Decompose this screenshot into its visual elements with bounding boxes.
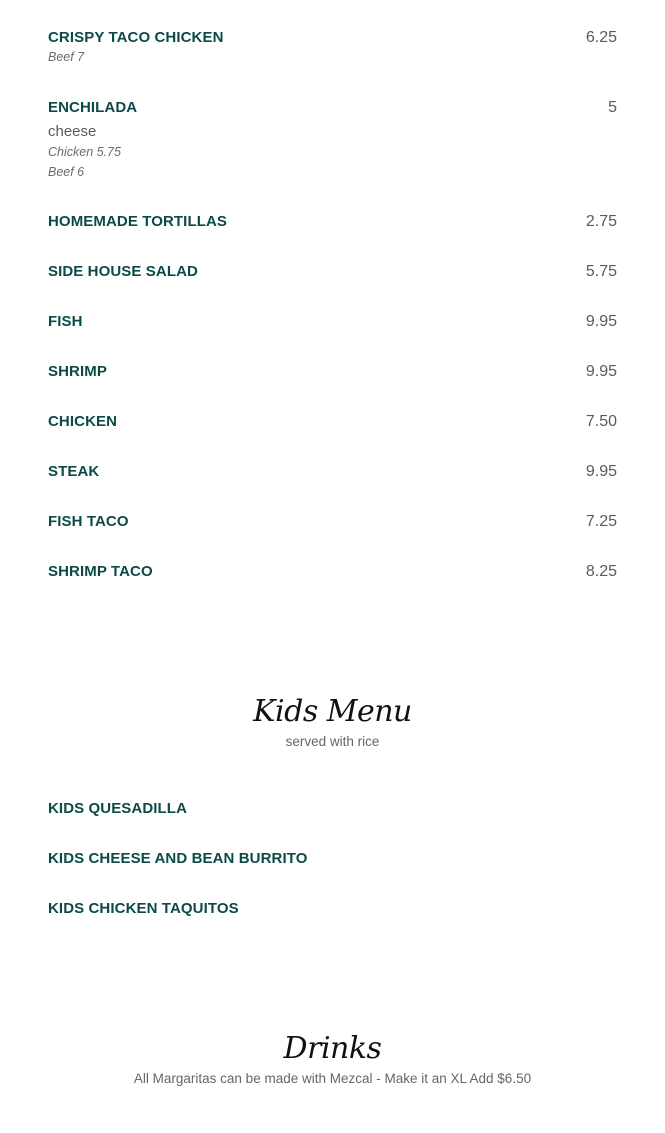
item-price: 9.95 (585, 363, 617, 380)
menu-item-chicken (48, 413, 617, 431)
item-option: Beef 7 (48, 50, 85, 64)
item-price: 8.25 (585, 563, 617, 580)
item-price: 9.95 (585, 313, 617, 330)
menu-item-steak (48, 463, 617, 481)
drinks-title: Drinks (283, 1031, 382, 1066)
menu-item-kids-quesadilla (48, 800, 617, 817)
menu-item-shrimp (48, 363, 617, 381)
item-price: 7.25 (585, 513, 617, 530)
drinks-subtitle: All Margaritas can be made with Mezcal - Make it an XL Add $6.50 (133, 1071, 532, 1086)
item-name: FISH (48, 313, 83, 330)
item-name: CHICKEN (48, 413, 118, 430)
menu-item-kids-cheese-and-bean-burrito (48, 850, 617, 867)
item-name: SHRIMP TACO (48, 563, 153, 580)
item-price: 2.75 (585, 213, 617, 230)
item-name: HOMEMADE TORTILLAS (48, 213, 228, 230)
item-description: cheese (48, 123, 97, 140)
menu-item-homemade-tortillas (48, 213, 617, 231)
menu-item-kids-chicken-taquitos (48, 900, 617, 917)
menu-item-fish-taco (48, 513, 617, 531)
kids-menu-subtitle: served with rice (285, 734, 380, 749)
item-name: FISH TACO (48, 513, 129, 530)
item-price: 7.50 (585, 413, 617, 430)
item-name: ENCHILADA (48, 99, 138, 116)
menu-item-fish (48, 313, 617, 331)
item-name: SIDE HOUSE SALAD (48, 263, 198, 280)
item-name: SHRIMP (48, 363, 107, 380)
kids-menu-title: Kids Menu (253, 694, 412, 729)
item-option: Chicken 5.75 (48, 145, 121, 159)
item-name: KIDS QUESADILLA (48, 800, 188, 817)
menu-item-crispy-taco-chicken (48, 29, 617, 65)
item-price: 5.75 (585, 263, 617, 280)
item-option: Beef 6 (48, 165, 85, 179)
menu-item-shrimp-taco (48, 563, 617, 581)
item-name: STEAK (48, 463, 100, 480)
item-price: 9.95 (585, 463, 617, 480)
menu-item-enchilada (48, 99, 617, 180)
item-price: 5 (608, 99, 617, 116)
menu-item-side-house-salad (48, 263, 617, 281)
item-name: CRISPY TACO CHICKEN (48, 29, 224, 46)
item-name: KIDS CHEESE AND BEAN BURRITO (48, 850, 308, 867)
item-name: KIDS CHICKEN TAQUITOS (48, 900, 239, 917)
item-price: 6.25 (585, 29, 617, 46)
